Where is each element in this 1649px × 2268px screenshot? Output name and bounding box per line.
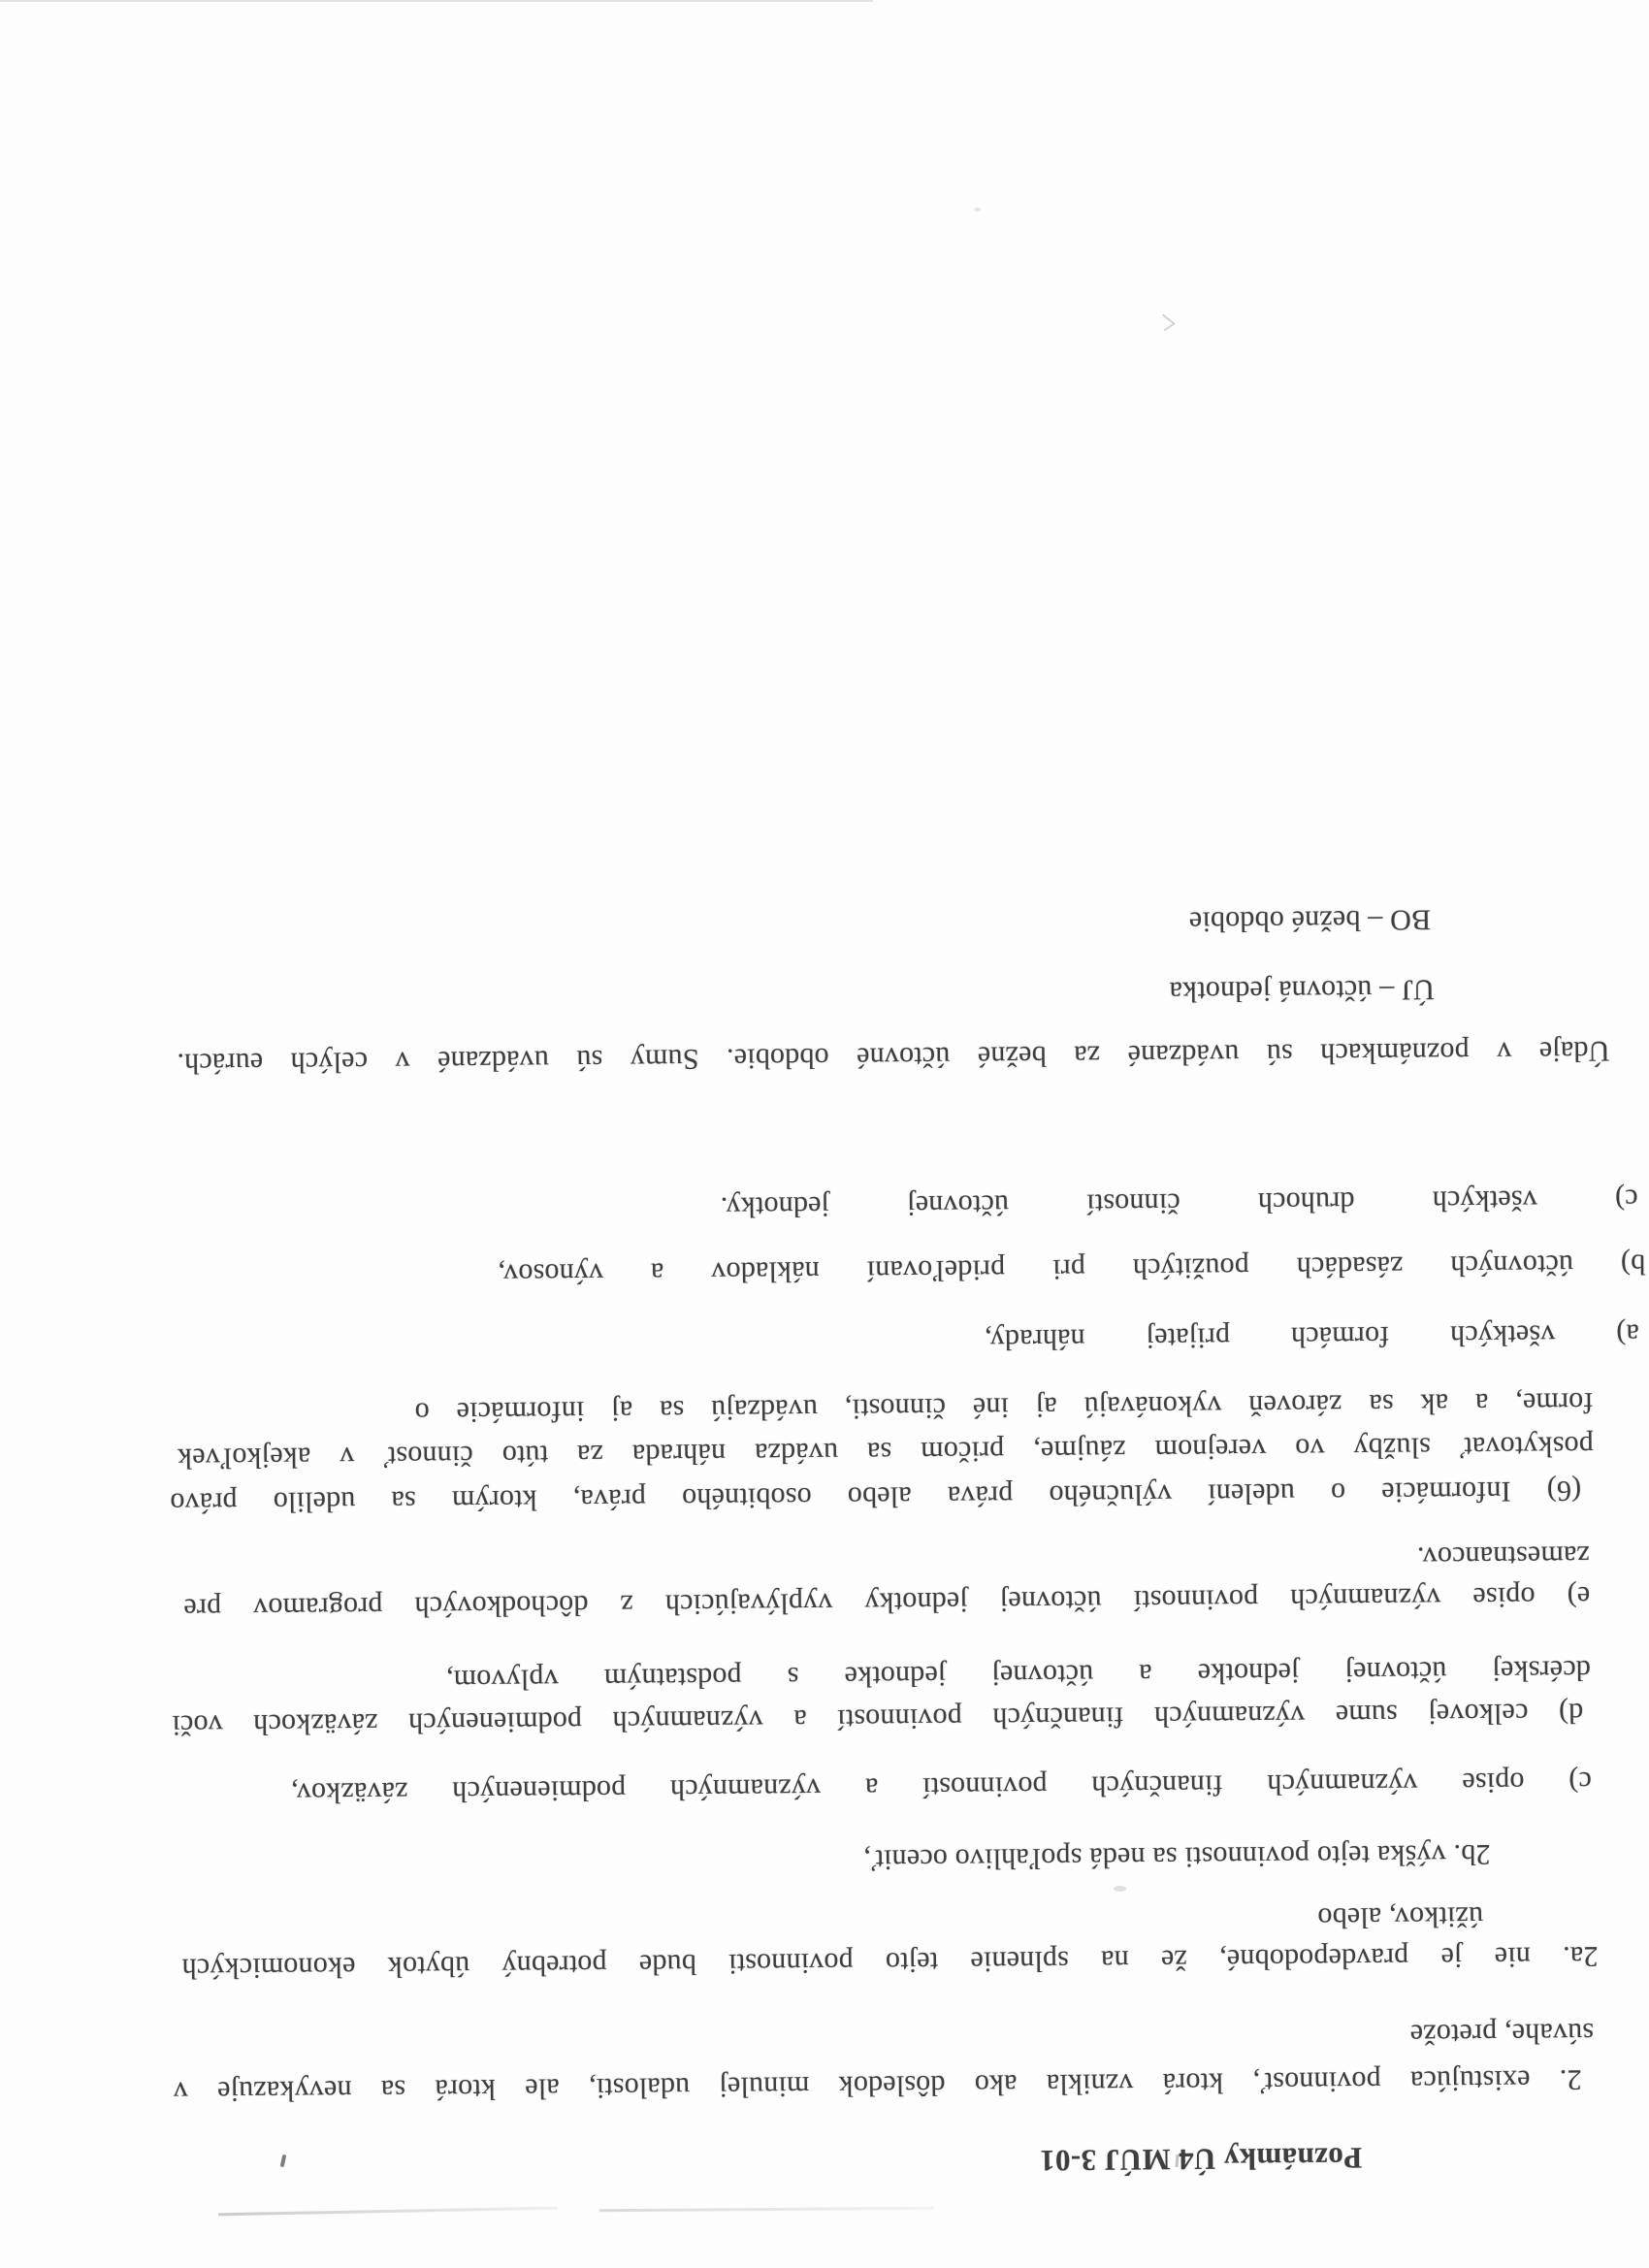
scan-smudge [1114,1886,1126,1892]
text-line: 2a. nie je pravdepodobné, že na splnenie tejto povinnosti bude potrebný úbytok ekonomických [181,1940,1599,1985]
text-line: úžitkov, alebo [1317,1900,1484,1934]
text-line: poskytovať služby vo verejnom záujme, pričom sa uvádza náhrada za túto činnosť v akejkoľvek [177,1430,1594,1474]
text-line: forme, a ak sa zároveň vykonávajú aj iné činnosti, uvádzajú sa aj informácie o [414,1386,1594,1429]
abbreviation-line: ÚJ – účtovná jednotka [1169,973,1435,1008]
text-line: c) opise významných finančných povinností a významných podmienených záväzkov, [290,1766,1593,1809]
text-line: (6) Informácie o udelení výlučného práva alebo osobitného práva, ktorým sa udelilo právo [170,1474,1582,1519]
text-line: c) všetkých druhoch činností účtovnej jednotky. [720,1183,1638,1223]
text-line: dcérskej účtovnej jednotke a účtovnej jednotke s podstatným vplyvom, [445,1654,1591,1697]
scan-smudge [974,208,981,211]
text-line: d) celkovej sume významných finančných povinností a významných podmienených záväzkoch voči [172,1697,1584,1741]
text-line: 2b. výška tejto povinnosti sa nedá spoľahlivo oceniť, [863,1838,1491,1876]
text-line: zamestnancov. [1416,1539,1590,1573]
scan-edge-shadow [0,0,873,2]
text-line: Údaje v poznámkach sú uvádzané za bežné účtovné obdobie. Sumy sú uvádzané v celých eurách. [177,1034,1610,1080]
text-line: 2. existujúca povinnosť, ktorá vznikla ako dôsledok minulej udalosti, ale ktorá sa nevykazuje v [173,2063,1582,2108]
text-line: b) účtovných zásadách použitých pri prideľovaní nákladov a výnosov, [498,1247,1646,1290]
page-title: Poznámky Ú4 MÚJ 3-01 [1039,2141,1363,2179]
text-line: súvahe, pretože [1409,2017,1595,2051]
abbreviation-line: BO – bežné obdobie [1188,903,1432,938]
text-line: a) všetkých formách prijatej náhrady, [984,1317,1639,1356]
text-line: e) opise významných povinností účtovnej jednotky vyplývajúcich z dôchodkových programov pre [183,1580,1591,1625]
